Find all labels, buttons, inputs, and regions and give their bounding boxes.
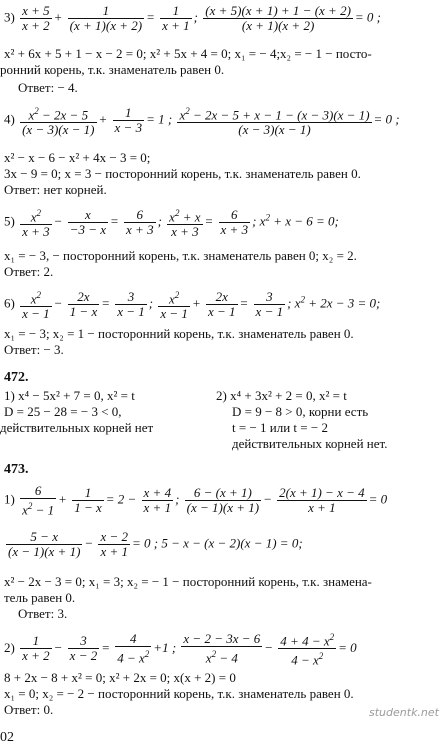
t472-left-3: действительных корней нет (0, 420, 154, 435)
equation-6: 6) $\frac{x^2}{x - 1}$ − $\frac{2x}{1 - x}$ = $\frac{3}{x - 1}$ ; $\frac{x^2}{x - 1}$ + $\frac{2x}{x - 1}$ = $\frac{3}{x - 1}$ ; $x^2 + 2x - 3 = 0$; (4, 289, 381, 322)
p6-answer: Ответ: − 3. (4, 342, 64, 357)
p3-line-1: x² + 6x + 5 + 1 − x − 2 = 0; x² + 5x + 4 = 0; x₁ = − 4;x₂ = − 1 − посто- (4, 46, 372, 61)
equation-3: 3) $\frac{x + 5}{x + 2}$ + $\frac{1}{(x + 1)(x + 2)}$ = $\frac{1}{x + 1}$ ; $\frac{(x + 5)(x + 1) + 1 - (x + 2)}{(x + 1)(x + 2)}$ = 0 ; (4, 3, 382, 33)
task-473-number: 473. (4, 462, 29, 477)
t472-right-2: D = 9 − 8 > 0, корни есть (232, 404, 369, 419)
p3-answer: Ответ: − 4. (18, 80, 78, 95)
equation-473-1: 1) $\frac{6}{x^2 - 1}$ + $\frac{1}{1 - x}$ = 2 − $\frac{x + 4}{x + 1}$ ; $\frac{6 - (x + 1)}{(x - 1)(x + 1)}$ − $\frac{2(x + 1) - x - 4}{x + 1}$ = 0 (4, 483, 388, 518)
t472-right-1: 2) x⁴ + 3x² + 2 = 0, x² = t (216, 388, 347, 403)
p3-line-2: ронний корень, т.к. знаменатель равен 0. (0, 62, 225, 77)
t472-right-3: t = − 1 или t = − 2 (232, 420, 328, 435)
p4-line-2: 3x − 9 = 0; x = 3 − посторонний корень, т.к. знаменатель равен 0. (4, 166, 361, 181)
equation-5: 5) $\frac{x^2}{x + 3}$ − $\frac{x}{-3 - x}$ = $\frac{6}{x + 3}$ ; $\frac{x^2 + x}{x + 3}$ = $\frac{6}{x + 3}$ ; $x^2 + x - 6 = 0$; (4, 207, 339, 240)
equation-473-1b: $\frac{5 - x}{(x - 1)(x + 1)}$ − $\frac{x - 2}{x + 1}$ = 0 ; 5 − x − (x − 2)(x − 1) = 0; (8, 529, 303, 559)
t473-line-2: тель равен 0. (4, 590, 76, 605)
p4-answer: Ответ: нет корней. (4, 182, 107, 197)
p5-answer: Ответ: 2. (4, 264, 54, 279)
t473-line-1: x² − 2x − 3 = 0; x₁ = 3; x₂ = − 1 − посторонний корень, т.к. знамена- (4, 574, 372, 589)
t473-line-4: x₁ = 0; x₂ = − 2 − посторонний корень, т.к. знаменатель равен 0. (4, 686, 354, 701)
t473-answer-1: Ответ: 3. (18, 606, 68, 621)
t472-left-1: 1) x⁴ − 5x² + 7 = 0, x² = t (4, 388, 135, 403)
p6-line-1: x₁ = − 3; x₂ = 1 − посторонний корень, т.к. знаменатель равен 0. (4, 326, 354, 341)
task-472-number: 472. (4, 370, 29, 385)
p5-line-1: x₁ = − 3, − посторонний корень, т.к. знаменатель равен 0; x₂ = 2. (4, 248, 357, 263)
t472-right-4: действительных корней нет. (232, 436, 388, 451)
equation-473-2: 2) $\frac{1}{x + 2}$ − $\frac{3}{x - 2}$ = $\frac{4}{4 - x^2}$ +1 ; $\frac{x - 2 - 3x - 6}{x^2 - 4}$ − $\frac{4 + 4 - x^2}{4 - x^2}$ = 0 (4, 631, 357, 668)
p4-line-1: x² − x − 6 − x² + 4x − 3 = 0; (4, 150, 151, 165)
watermark: studentk.net (369, 706, 439, 719)
t473-answer-2: Ответ: 0. (4, 702, 54, 717)
t473-line-3: 8 + 2x − 8 + x² = 0; x² + 2x = 0; x(x + 2) = 0 (4, 670, 236, 685)
t472-left-2: D = 25 − 28 = − 3 < 0, (4, 404, 122, 419)
equation-4: 4) $\frac{x^2 - 2x - 5}{(x - 3)(x - 1)}$ + $\frac{1}{x - 3}$ = 1 ; $\frac{x^2 - 2x - 5 + x - 1 - (x - 3)(x - 1)}{(x - 3)(x - 1)}$ = 0 ; (4, 105, 400, 138)
page-number: 02 (0, 730, 14, 745)
